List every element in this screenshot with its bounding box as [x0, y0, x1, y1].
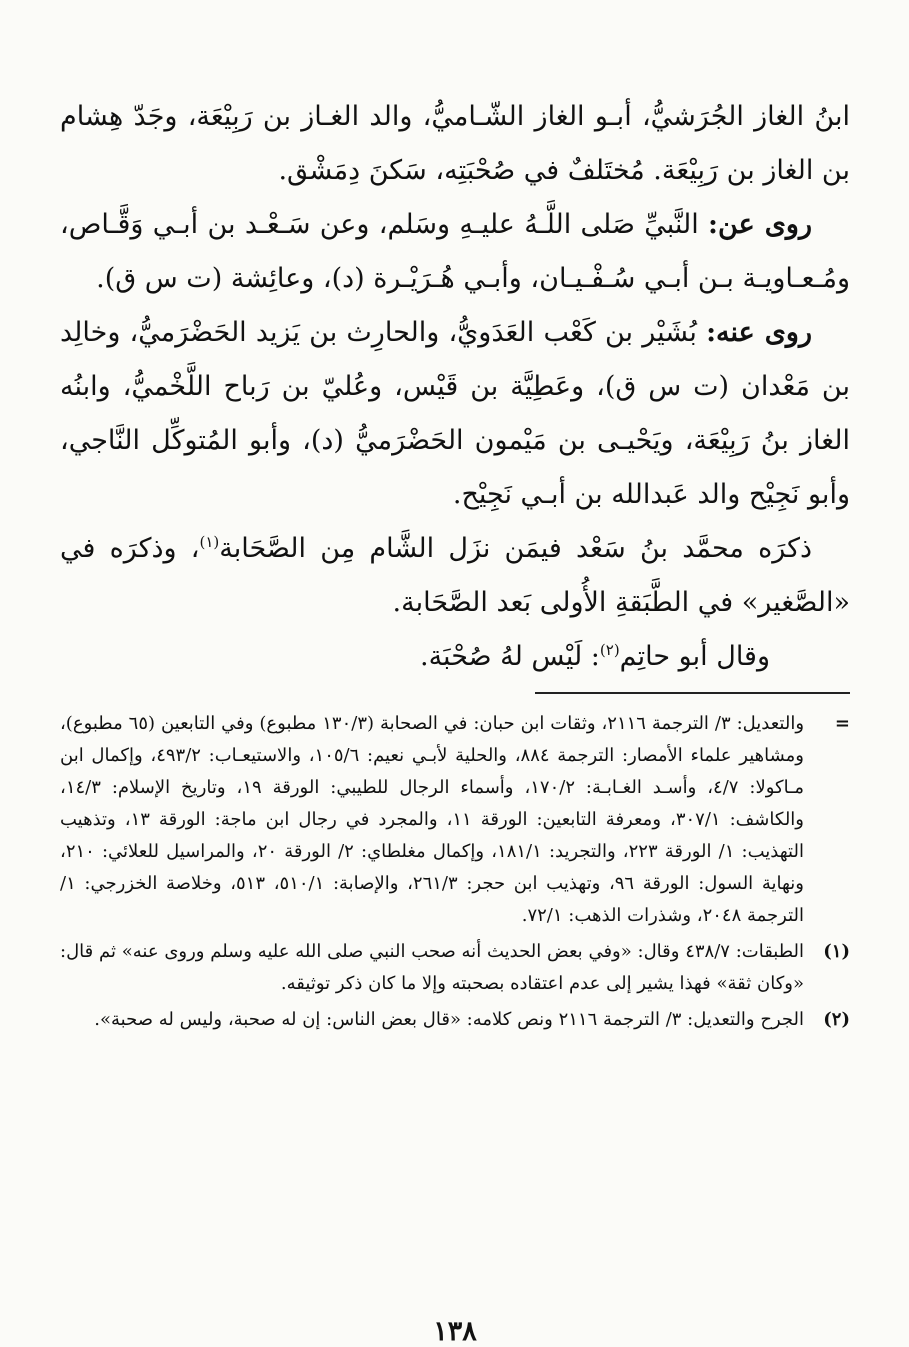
narrated-from-text: النَّبيِّ صَلى اللَّـهُ عليـهِ وسَلم، وعن سَـعْـد بن أبـي وَقَّـاص، ومُـعـاويـة بـن أبـي سُـفْـيـان، وأبـي هُـرَيْـرة (د)، وعائِشة (ت س ق). [60, 209, 850, 294]
abu-hatim-text-a: وقال أبو حاتِم [619, 641, 770, 672]
paragraph-narrated-by [60, 306, 850, 522]
footnote-mark: = [834, 713, 850, 734]
abu-hatim-text-b: : لَيْس لهُ صُحْبَة. [419, 641, 600, 672]
footnote-text: الطبقات: ٤٣٨/٧ وقال: «وفي بعض الحديث أنه صحب النبي صلى الله عليه وسلم وروى عنه» ثم قال: «وكان ثقة» فهذا يشير إلى عدم اعتقاده بصحبته وإلا ما كان ذكر توثيقه. [60, 941, 804, 994]
paragraph-narrated-from [60, 198, 850, 306]
narrated-by-label: روى عنه: [706, 317, 813, 348]
footnote-text: الجرح والتعديل: ٣/ الترجمة ٢١١٦ ونص كلامه: «قال بعض الناس: إن له صحبة، وليس له صحبة». [94, 1009, 804, 1030]
narrated-from-label: روى عن: [708, 209, 812, 240]
paragraph-abu-hatim [60, 630, 850, 684]
ibn-sad-text-b: ، وذكرَه في «الصَّغير» في الطَّبَقةِ الأُولى بَعد الصَّحَابة. [60, 533, 850, 618]
narrated-by-text: بُشَيْر بن كَعْب العَدَويُّ، والحارِث بن يَزيد الحَضْرَميُّ، وخالِد بن مَعْدان (ت س ق)، وعَطِيَّة بن قَيْس، وعُليّ بن رَباح اللَّخْميُّ، وابنُه الغاز بنُ رَبِيْعَة، ويَحْيـى بن مَيْمون الحَضْرَميُّ (د)، وأبو المُتوكِّل النَّاجي، وأبو نَجِيْح والد عَبدالله بن أبـي نَجِيْح. [60, 317, 850, 510]
main-text [60, 90, 850, 684]
footnote-ref-2: (٢) [599, 641, 620, 659]
book-page [60, 90, 850, 1347]
ibn-sad-text-a: ذكرَه محمَّد بنُ سَعْد فيمَن نزَل الشَّام مِن الصَّحَابة [219, 533, 812, 564]
footnote-2 [60, 1004, 850, 1036]
footnote-separator [535, 692, 850, 694]
footnote-continuation [60, 708, 850, 932]
footnotes [60, 708, 850, 1036]
footnote-mark: (٢) [823, 1009, 850, 1030]
page-number: ١٣٨ [433, 1316, 477, 1347]
footnote-text: والتعديل: ٣/ الترجمة ٢١١٦، وثقات ابن حبان: في الصحابة (١٣٠/٣ مطبوع) وفي التابعين (٦٥ مطبوع)، ومشاهير علماء الأمصار: الترجمة ٨٨٤، والحلية لأبـي نعيم: ١٠٥/٦، والاستيعـاب: ٤٩٣/٢، وإكمال ابن مـاكولا: ٤/٧، وأسـد الغـابـة: ١٧٠/٢، وأسماء الرجال للطيبي: الورقة ١٩، وتاريخ الإسلام: ١٤/٣، والكاشف: ٣٠٧/١، ومعرفة التابعين: الورقة ١١، والمجرد في رجال ابن ماجة: الورقة ١٣، وتذهيب التهذيب: ١/ الورقة ٢٢٣، والتجريد: ١٨١/١، وإكمال مغلطاي: ٢/ الورقة ٢٠، والمراسيل للعلائي: ٢١٠، ونهاية السول: الورقة ٩٦، وتهذيب ابن حجر: ٢٦١/٣، والإصابة: ٥١٠/١، ٥١٣، وخلاصة الخزرجي: ١/ الترجمة ٢٠٤٨، وشذرات الذهب: ٧٢/١. [60, 713, 805, 926]
footnote-mark: (١) [823, 941, 850, 962]
paragraph-ibn-sad [60, 522, 850, 630]
paragraph-biography: ابنُ الغاز الجُرَشيُّ، أبـو الغاز الشّـاميُّ، والد الغـاز بن رَبِيْعَة، وجَدّ هِشام بن الغاز بن رَبِيْعَة. مُختَلفٌ في صُحْبَتِه، سَكنَ دِمَشْق. [60, 101, 850, 186]
footnote-ref-1: (١) [199, 533, 220, 551]
footnote-1 [60, 936, 850, 1000]
